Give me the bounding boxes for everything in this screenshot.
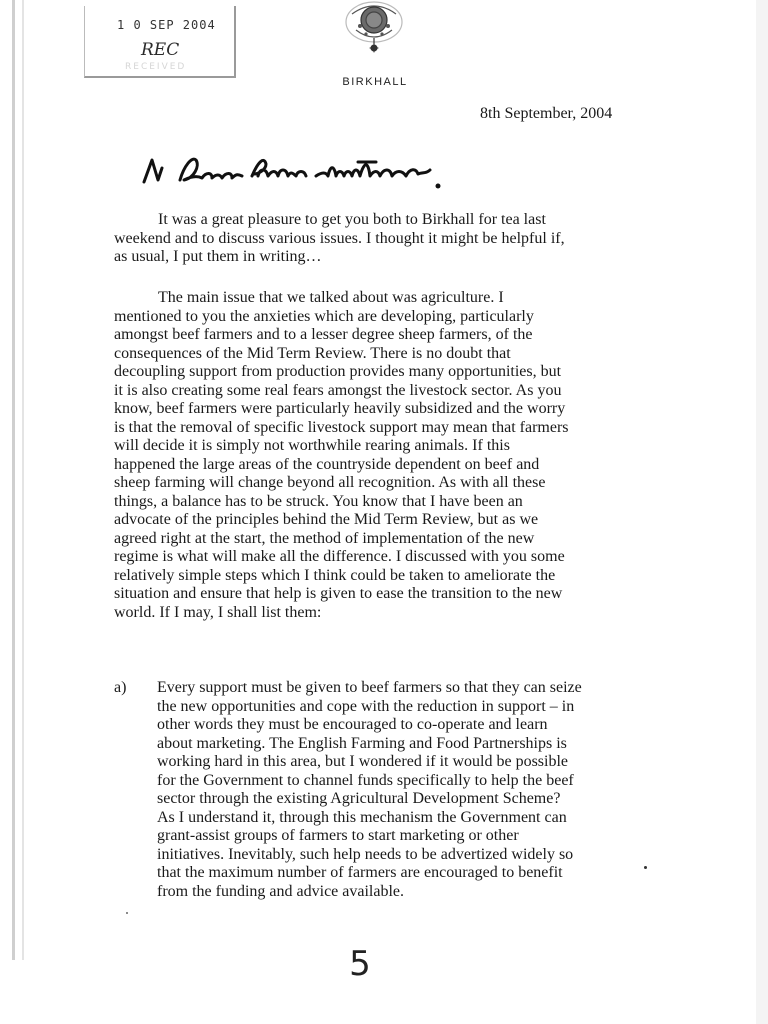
- paragraph-1: It was a great pleasure to get you both to Birkhall for tea last weekend and to discuss various issues. I thought it might be helpful if, as usual, I put them in writing…: [114, 211, 565, 265]
- letter-date: 8th September, 2004: [480, 105, 613, 122]
- letterhead-place: BIRKHALL: [342, 76, 408, 88]
- stamp-date: 1 0 SEP 2004: [117, 18, 216, 32]
- handwritten-salutation: [140, 146, 500, 196]
- royal-crest-icon: [338, 0, 410, 60]
- page-number: 5: [349, 944, 371, 984]
- scan-right-edge: [756, 0, 768, 1024]
- scan-speck: [644, 866, 647, 869]
- paragraph-2: The main issue that we talked about was agriculture. I mentioned to you the anxieties which are developing, particularly amongst beef farmers and to a lesser degree sheep farmers, of the consequences of the Mid Term Review. There is no doubt that decoupling support from production provides many opportunities, but it is also creating some real fears amongst the livestock sector. As you know, beef farmers were particularly heavily subsidized and the worry is that the removal of specific livestock support may mean that farmers will decide it is simply not worthwhile rearing animals. If this happened the large areas of the countryside dependent on beef and sheep farming will change beyond all recognition. As with all these things, a balance has to be struck. You know that I have been an advocate of the principles behind the Mid Term Review, but as we agreed right at the start, the method of implementation of the new regime is what will make all the difference. I discussed with you some relatively simple steps which I think could be taken to ameliorate the situation and ensure that help is given to ease the transition to the new world. If I may, I shall list them:: [114, 289, 569, 621]
- received-stamp: [84, 6, 236, 78]
- list-item-text: Every support must be given to beef farmers so that they can seize the new opportunities and cope with the reduction in support – in other words they must be encouraged to co-operate and learn about marketing. The English Farming and Food Partnerships is working hard in this area, but I wondered if it would be possible for the Government to channel funds specifically to help the beef sector through the existing Agricultural Development Scheme? As I understand it, through this mechanism the Government can grant-assist groups of farmers to start marketing or other initiatives. Inevitably, such help needs to be advertized widely so that the maximum number of farmers are encouraged to benefit from the funding and advice available.: [157, 679, 582, 900]
- list-item-marker: a): [114, 679, 127, 696]
- scan-edge-shadow: [12, 0, 15, 960]
- scan-speck: [126, 912, 128, 914]
- scan-edge-line: [22, 0, 24, 960]
- stamp-initials: REC: [141, 40, 180, 60]
- stamp-faded-text: RECEIVED: [125, 62, 187, 72]
